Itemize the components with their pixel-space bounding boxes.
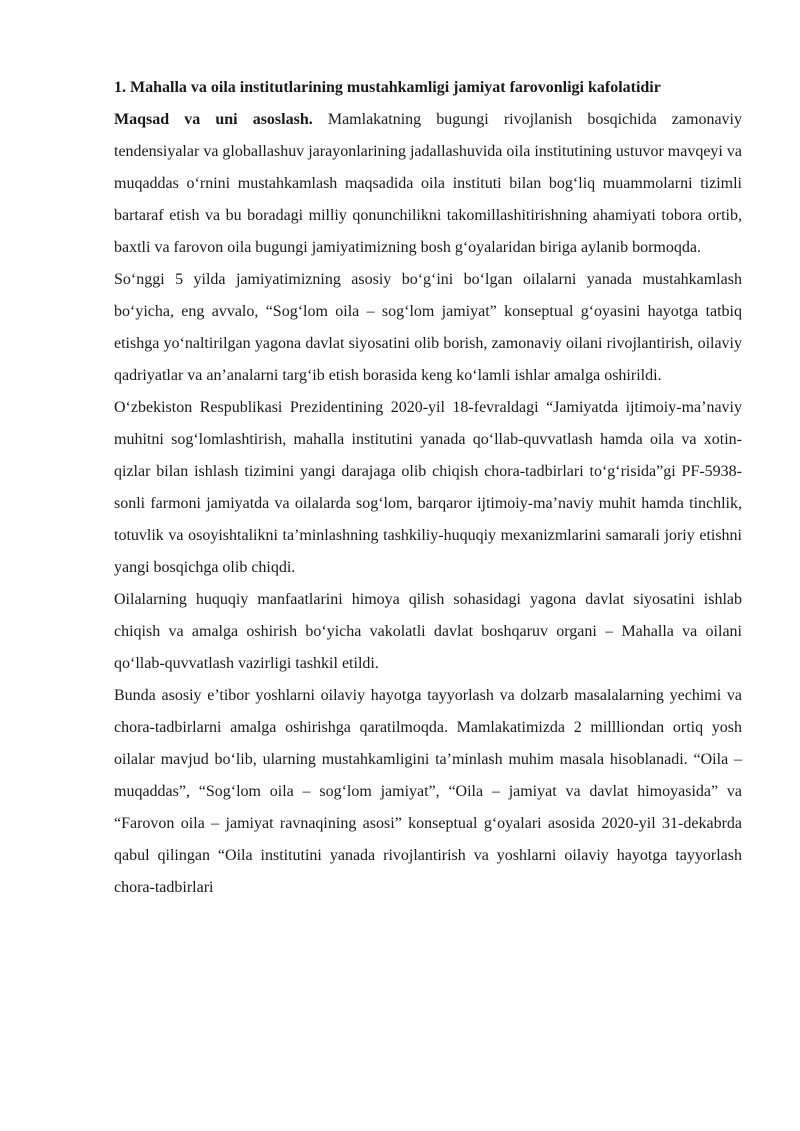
- section-heading: 1. Mahalla va oila institutlarining mustahkamligi jamiyat farovonligi kafolatidir: [114, 79, 661, 96]
- document-page: [114, 72, 742, 904]
- paragraph-3: Oilalarning huquqiy manfaatlarini himoya qilish sohasidagi yagona davlat siyosatini ishlab chiqish va amalga oshirish bo‘yicha vakolatli davlat boshqaruv organi – Mahalla va oilani qo‘llab-quvvatlash vazirligi tashkil etildi.: [114, 591, 742, 672]
- paragraph-2: O‘zbekiston Respublikasi Prezidentining 2020-yil 18-fevraldagi “Jamiyatda ijtimoiy-ma’naviy muhitni sog‘lomlashtirish, mahalla institutini yanada qo‘llab-quvvatlash hamda oila va xotin-qizlar bilan ishlash tizimini yangi darajaga olib chiqish chora-tadbirlari to‘g‘risida”gi PF-5938-sonli farmoni jamiyatda va oilalarda sog‘lom, barqaror ijtimoiy-ma’naviy muhit hamda tinchlik, totuvlik va osoyishtalikni ta’minlashning tashkiliy-huquqiy mexanizmlarini samarali joriy etishni yangi bosqichga olib chiqdi.: [114, 399, 742, 576]
- intro-text: Mamlakatning bugungi rivojlanish bosqichida zamonaviy tendensiyalar va globallashuv jarayonlarining jadallashuvida oila institutining ustuvor mavqeyi va muqaddas o‘rnini mustahkamlash maqsadida oila instituti bilan bog‘liq muammolarni tizimli bartaraf etish va bu boradagi milliy qonunchilikni takomillashitirishning ahamiyati tobora ortib, baxtli va farovon oila bugungi jamiyatimizning bosh g‘oyalaridan biriga aylanib bormoqda.: [114, 111, 743, 256]
- intro-paragraph: [114, 104, 742, 264]
- intro-lead: Maqsad va uni asoslash.: [114, 111, 313, 128]
- paragraph-4: Bunda asosiy e’tibor yoshlarni oilaviy hayotga tayyorlash va dolzarb masalalarning yechimi va chora-tadbirlarni amalga oshirishga qaratilmoqda. Mamlakatimizda 2 millliondan ortiq yosh oilalar mavjud bo‘lib, ularning mustahkamligini ta’minlash muhim masala hisoblanadi. “Oila – muqaddas”, “Sog‘lom oila – sog‘lom jamiyat”, “Oila – jamiyat va davlat himoyasida” va “Farovon oila – jamiyat ravnaqining asosi” konseptual g‘oyalari asosida 2020-yil 31-dekabrda qabul qilingan “Oila institutini yanada rivojlantirish va yoshlarni oilaviy hayotga tayyorlash chora-tadbirlari: [114, 687, 742, 896]
- paragraph-1: So‘nggi 5 yilda jamiyatimizning asosiy bo‘g‘ini bo‘lgan oilalarni yanada mustahkamlash bo‘yicha, eng avvalo, “Sog‘lom oila – sog‘lom jamiyat” konseptual g‘oyasini hayotga tatbiq etishga yo‘naltirilgan yagona davlat siyosatini olib borish, zamonaviy oilani rivojlantirish, oilaviy qadriyatlar va an’analarni targ‘ib etish borasida keng ko‘lamli ishlar amalga oshirildi.: [114, 271, 742, 384]
